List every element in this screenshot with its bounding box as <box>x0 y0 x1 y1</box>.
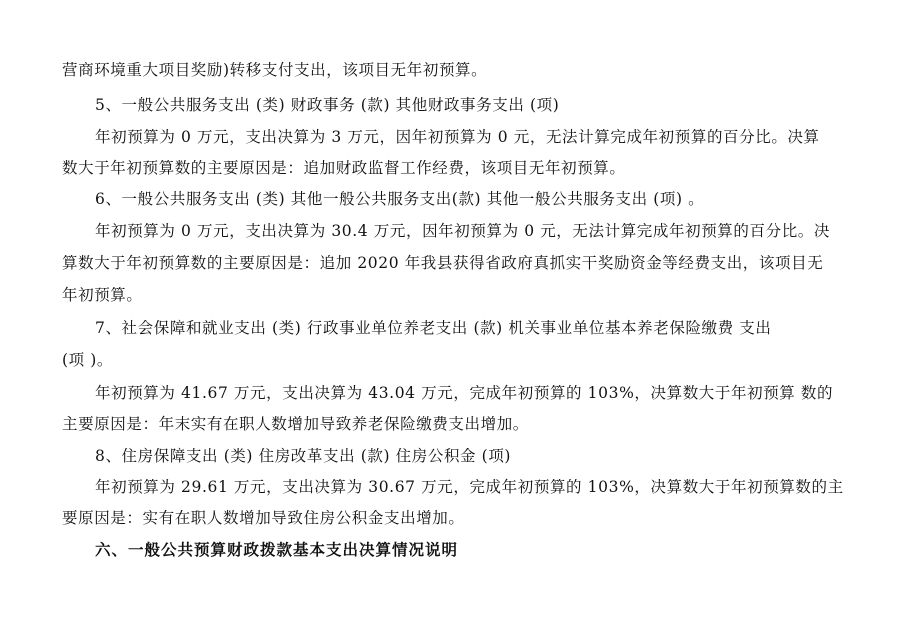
item-8-text-line-1: 年初预算为 29.61 万元，支出决算为 30.67 万元，完成年初预算的 103%，决算数大于年初预算数的主 <box>95 478 844 496</box>
item-6-heading: 6、一般公共服务支出 (类) 其他一般公共服务支出(款) 其他一般公共服务支出 (项) 。 <box>95 190 705 208</box>
item-7-heading-line-2: (项 )。 <box>62 351 114 369</box>
item-5-heading: 5、一般公共服务支出 (类) 财政事务 (款) 其他财政事务支出 (项) <box>95 96 560 114</box>
item-6-text-line-3: 年初预算。 <box>62 286 143 304</box>
item-8-heading: 8、住房保障支出 (类) 住房改革支出 (款) 住房公积金 (项) <box>95 447 512 465</box>
paragraph-line-continuation: 营商环境重大项目奖励)转移支付支出，该项目无年初预算。 <box>62 61 488 79</box>
item-6-text-line-1: 年初预算为 0 万元，支出决算为 30.4 万元，因年初预算为 0 元，无法计算完成年初预算的百分比。决 <box>95 222 830 240</box>
item-7-text-line-2: 主要原因是：年末实有在职人数增加导致养老保险缴费支出增加。 <box>62 415 529 433</box>
item-5-text-line-1: 年初预算为 0 万元，支出决算为 3 万元，因年初预算为 0 元，无法计算完成年初预算的百分比。决算 <box>95 128 820 146</box>
item-6-text-line-2: 算数大于年初预算数的主要原因是：追加 2020 年我县获得省政府真抓实干奖励资金等经费支出，该项目无 <box>62 254 824 272</box>
item-8-text-line-2: 要原因是：实有在职人数增加导致住房公积金支出增加。 <box>62 509 465 527</box>
item-7-heading-line-1: 7、社会保障和就业支出 (类) 行政事业单位养老支出 (款) 机关事业单位基本养老保险缴费 支出 <box>95 319 772 337</box>
section-6-heading: 六、一般公共预算财政拨款基本支出决算情况说明 <box>95 541 459 559</box>
item-7-text-line-1: 年初预算为 41.67 万元，支出决算为 43.04 万元，完成年初预算的 103%，决算数大于年初预算 数的 <box>95 384 834 402</box>
item-5-text-line-2: 数大于年初预算数的主要原因是：追加财政监督工作经费，该项目无年初预算。 <box>62 159 626 177</box>
